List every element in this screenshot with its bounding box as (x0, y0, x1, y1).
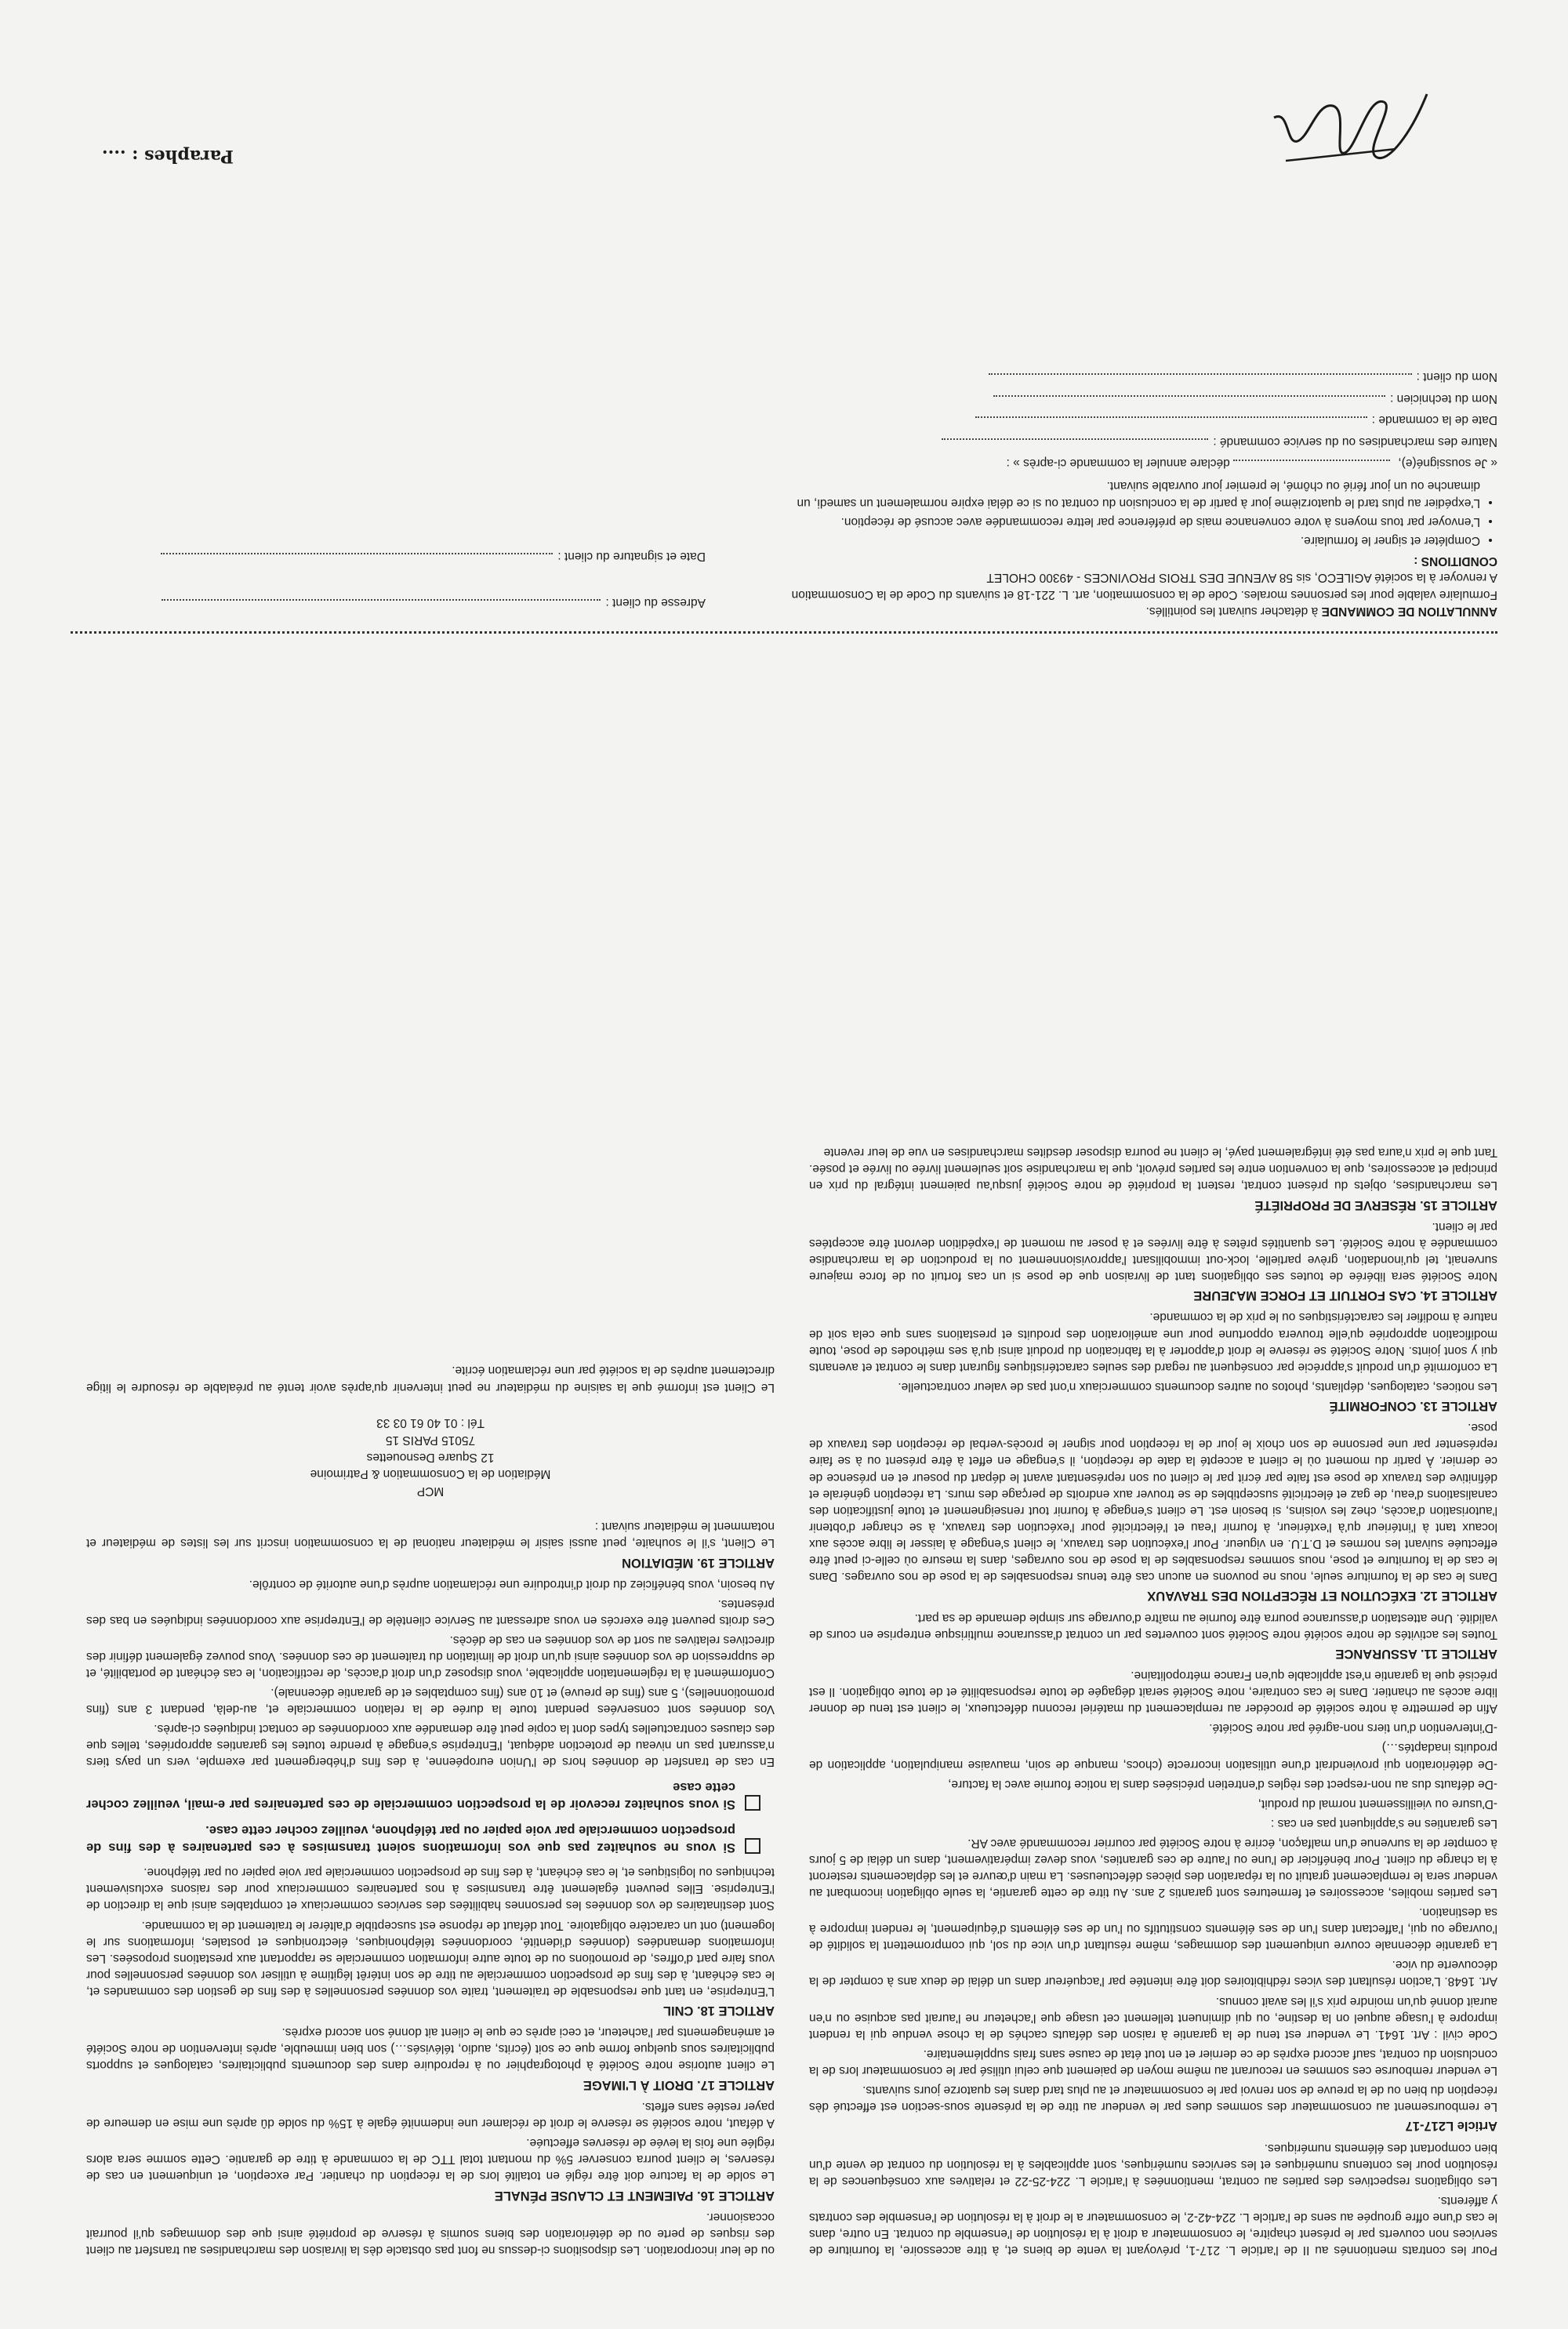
cut-line (71, 631, 1497, 634)
condition-item: • Compléter et signer le formulaire. (745, 532, 1480, 549)
article-heading: ARTICLE 14. CAS FORTUIT ET FORCE MAJEURE (1193, 1288, 1497, 1303)
paragraph: Conformément à la réglementation applicable, vous disposez d'un droit d'accès, de rectification, le cas échéant de portabilité, et de suppression de vos données ainsi qu'un droit de limitation du traitement de ces données. Vous pouvez également définir des directives relatives au sort de vos données en cas de décès. (86, 1633, 775, 1680)
consent-label: Si vous ne souhaitez pas que vos informations soient transmises à ces partenaires à des fins de prospection commerciale par voie papier ou par téléphone, veuillez cocher cette case. (86, 1822, 735, 1855)
paragraph: Afin de permettre à notre société de procéder au remplacement du matériel reconnu défectueux, le client est tenu de donner libre accès au chantier. Dans le cas contraire, notre Société serait dégagée de toute responsabilité et de toute obligation. Il est précisé que la garantie n'est applicable qu'en France métropolitaine. (809, 1669, 1497, 1716)
paragraph: La conformité d'un produit s'apprécie par conséquent au regard des seules caractéristiques figurant dans le contrat et avenants qui y sont joints. Notre Société se réserve le droit d'apporter à la fabrication du produit ainsi qu'à ses méthodes de pose, toute modification appropriée qu'elle trouvera opportune pour une amélioration des produits et prestations sans que cela soit de nature à modifier les caractéristiques ou le prix de la commande. (809, 1310, 1497, 1374)
cancellation-form (71, 71, 1497, 619)
cancel-intro: Formulaire valable pour les personnes morales. Code de la consommation, art. L. 221-18 et suivants du Code de la Consommation (791, 587, 1497, 601)
paragraph: Le remboursement au consommateur des sommes dues par le vendeur au titre de la présente sous-section est effectué dès réception du bien ou de la preuve de son renvoi par le consommateur et au plus tard dans les quatorze jours suivants. (809, 2083, 1497, 2114)
cancel-title-suffix: à détacher suivant les pointillés. (1145, 605, 1319, 618)
mediator-line: Médiation de la Consommation & Patrimoine (310, 1467, 551, 1481)
mediator-line: 12 Square Desnouettes (366, 1450, 495, 1464)
field-adresse (78, 595, 706, 610)
article-heading: ARTICLE 12. EXÉCUTION ET RÉCEPTION DES TRAVAUX (1147, 1589, 1497, 1604)
paragraph: Les parties mobiles, accessoires et fermetures sont garantis 2 ans. Au titre de cette garantie, la seule obligation incombant au vendeur sera le remplacement gratuit ou la réparation des pièces défectueuses. La main d'œuvre et les déplacements resteront à la charge du client. Pour bénéficier de l'une ou l'autre de ces garanties, vous devez impérativement, dans un délai de 5 jours à compter de la survenue d'un malfaçon, écrire à notre Société par courrier recommandé avec AR. (809, 1836, 1497, 1900)
field-technicien-blank[interactable] (993, 395, 1385, 406)
mediator-address (86, 1415, 775, 1499)
field-technicien (745, 391, 1497, 407)
field-nature (745, 433, 1497, 449)
field-nature-blank[interactable] (942, 438, 1208, 449)
paragraph: Code civil : Art. 1641. Le vendeur est tenu de la garantie à raison des défauts cachés de la chose vendue qui la rendent impropre à l'usage auquel on la destine, ou qui diminuent tellement cet usage que l'acheteur ne l'aurait pas acquise ou n'en aurait donné qu'un moindre prix s'il les avait connus. (809, 1994, 1497, 2041)
conditions-label: CONDITIONS : (1414, 554, 1497, 568)
field-adresse-label: Adresse du client : (605, 596, 706, 609)
article-heading: ARTICLE 17. DROIT À L'IMAGE (583, 2077, 775, 2092)
paragraph: ou de leur incorporation. Les dispositions ci-dessus ne font pas obstacle dès la livraison des marchandises au transfert au client des risques de perte ou de détérioration des biens soumis à réserve de propriété ainsi que des dommages qu'il pourrait occasionner. (86, 2210, 775, 2257)
name-blank[interactable] (1233, 460, 1390, 471)
paragraph: -D'intervention d'un tiers non-agréé par notre Société. (1209, 1721, 1497, 1735)
article-heading: ARTICLE 18. CNIL (662, 2004, 775, 2018)
paragraph: -D'usure ou vieillissement normal du produit, (1258, 1797, 1497, 1811)
consent-option (86, 1821, 760, 1856)
field-nature-label: Nature des marchandises ou du service commandé : (1213, 434, 1497, 449)
cancellation-instructions (745, 364, 1497, 619)
article-heading: ARTICLE 16. PAIEMENT ET CLAUSE PÉNALE (494, 2188, 775, 2203)
field-adresse-blank[interactable] (162, 599, 601, 610)
condition-item: • L'envoyer par tous moyens à votre convenance mais de préférence par lettre recommandée avec accusé de réception. (745, 514, 1480, 530)
article-heading: Article L217-17 (1405, 2119, 1497, 2134)
article-heading: ARTICLE 13. CONFORMITÉ (1329, 1399, 1497, 1414)
paragraph: -De détérioration qui proviendrait d'une utilisation incorrecte (chocs, manque de soin, mauvaise manipulation, application de produits inadaptés…) (809, 1741, 1497, 1771)
consent-checkbox[interactable] (745, 1838, 760, 1854)
declaration-prefix: « Je soussigné(e), (1398, 456, 1497, 470)
field-signature (78, 549, 706, 564)
paragraph: Les garanties ne s'appliquent pas en cas : (1270, 1816, 1497, 1830)
cancel-return-address: A renvoyer à la société AGILECO, sis 58 AVENUE DES TROIS PROVINCES - 49300 CHOLET (986, 571, 1497, 585)
field-date-commande (745, 412, 1497, 428)
cancellation-client-fields (78, 544, 706, 619)
paragraph: Le client autorise notre Société à photographier ou à reproduire dans des documents publicitaires, catalogues et supports publicitaires sous quelque forme que ce soit (écrits, audio, télévisés…) son bien immeuble, après intervention de notre Société et aménagements par l'acheteur, et ceci après ce que le client ait donné son accord exprès. (86, 2026, 775, 2073)
paragraph: Les notices, catalogues, dépliants, photos ou autres documents commerciaux n'ont pas de valeur contractuelle. (898, 1379, 1497, 1393)
field-signature-label: Date et signature du client : (557, 550, 706, 563)
mediator-line: Tél : 01 40 61 03 33 (376, 1416, 485, 1430)
paragraph: A défaut, notre société se réserve le droit de réclamer une indemnité égale à 15% du solde dû après une mise en demeure de payer restée sans effets. (86, 2100, 775, 2131)
paragraph: Sont destinataires de vos données les personnes habilitées des services commerciaux et comptables ainsi que la direction de l'Entreprise. Elles peuvent également être transmises à nos partenaires commerciaux pour des raisons exclusivement techniques ou logistiques et, le cas échéant, à des fins de prospection commerciale par voie papier ou par téléphone. (86, 1866, 775, 1913)
initials-signature (1254, 71, 1443, 180)
paragraph: La garantie décennale couvre uniquement des dommages, même résultant d'un vice du sol, qui compromettent la solidité de l'ouvrage ou qui, l'affectant dans l'un de ses éléments constitutifs ou l'un de ses éléments d'équipement, le rendent impropre à sa destination. (809, 1906, 1497, 1953)
field-date-label: Date de la commande : (1371, 413, 1497, 427)
consent-option (86, 1778, 760, 1813)
conditions-list (745, 478, 1497, 550)
field-client (745, 369, 1497, 385)
field-signature-blank[interactable] (161, 553, 553, 564)
field-client-label: Nom du client : (1416, 370, 1497, 384)
cancel-title: ANNULATION DE COMMANDE (1321, 605, 1497, 618)
consent-label: Si vous souhaitez recevoir de la prospection commerciale de ces partenaires par e-mail, veuillez cocher cette case (86, 1779, 735, 1812)
paragraph: Les marchandises, objets du présent contrat, restent la propriété de notre Société jusqu'au paiement intégral du prix en principal et accessoires, que la convention entre les parties prévoit, que la marchandise soit seulement livrée ou livrée et posée. Tant que le prix n'aura pas été intégralement payé, le client ne pourra disposer desdites marchandises en vue de leur revente (809, 1146, 1497, 1193)
paragraph: Toutes les activités de notre société notre Société sont couvertes par un contrat d'assurance multirisque entreprise en cours de validité. Une attestation d'assurance pourra être fournie au maître d'ouvrage sur simple demande de sa part. (809, 1611, 1497, 1641)
paragraph: Le Client, s'il le souhaite, peut aussi saisir le médiateur national de la consommation inscrit sur les listes de médiateur et notamment le médiateur suivant : (86, 1520, 775, 1550)
declaration-suffix: déclare annuler la commande ci-après » : (1006, 456, 1230, 470)
field-technicien-label: Nom du technicien : (1390, 391, 1497, 405)
paragraph: Dans le cas de la fourniture seule, nous ne pouvons en aucun cas être tenus responsables de la pose de nos ouvrages. Dans le cas de la fourniture et pose, nous sommes responsables de la pose de nos ouvrages, dans la mesure où celle-ci peut être effectuée suivant les normes et D.T.U. en vigueur. Pour l'exécution des travaux, le client s'engage à laisser le libre accès aux locaux tant à l'intérieur qu'à l'extérieur, à fournir l'eau et l'électricité pour l'exécution des travaux, à se charger d'obtenir l'autorisation d'accès, chez les voisins, si besoin est. Le client s'engage à fournir tout renseignement et toute justification des canalisations d'eau, de gaz et électricité susceptibles de se trouver aux endroits de perçage des murs. La réception générale et définitive des travaux de pose est faite par écrit par le client ou son représentant avant le départ du poseur et en présence de ce dernier. À partir du moment où le client a accepté la date de réception, il s'engage en effet à être présent ou à se faire représenter par une personne de son choix le jour de la réception pour signer le procès-verbal de réception des travaux de pose. (809, 1421, 1497, 1584)
paragraph: Pour les contrats mentionnés au II de l'article L. 217-1, prévoyant la vente de biens et, à titre accessoire, la fourniture de services non couverts par le présent chapitre, le consommateur a droit à la résolution de l'ensemble du contrat. En outre, dans le cas d'une offre groupée au sens de l'article L. 224-42-2, le consommateur a le droit à la résolution de l'ensemble des contrats y afférents. (809, 2193, 1497, 2257)
paraphes-label: Paraphes : .... (102, 146, 234, 166)
paragraph: Ces droits peuvent être exercés en vous adressant au Service clientèle de l'Entreprise aux coordonnées indiquées en bas des présentes. (86, 1597, 775, 1627)
article-heading: ARTICLE 19. MÉDIATION (622, 1555, 775, 1570)
terms-column-right (86, 682, 775, 2258)
declaration-line (745, 455, 1497, 471)
paragraph: L'Entreprise, en tant que responsable de traitement, traite vos données personnelles à des fins de gestion des commandes et, le cas échéant, à des fins de prospection commerciale au titre de son intérêt légitime à utiliser vos données personnelles pour vous faire part d'offres, de promotions ou de toute autre information commerciale se rapportant aux prestations proposées. Les informations demandées (données d'identité, coordonnées téléphoniques, électroniques et postales, informations sur le logement) ont un caractère obligatoire. Tout défaut de réponse est susceptible d'altérer le traitement de la commande. (86, 1918, 775, 1998)
paragraph: Le vendeur rembourse ces sommes en recourant au même moyen de paiement que celui utilisé par le consommateur lors de la conclusion du contrat, sauf accord exprès de ce dernier et en tout état de cause sans frais supplémentaire. (809, 2047, 1497, 2077)
field-client-blank[interactable] (989, 374, 1412, 385)
condition-item: • L'expédier au plus tard le quatorzième jour à partir de la conclusion du contrat ou si ce délai expire normalement un samedi, un dimanche ou un jour férié ou chômé, le premier jour ouvrable suivant. (745, 478, 1480, 511)
paragraph: Le solde de la facture doit être réglé en totalité lors de la réception du chantier. Par exception, et uniquement en cas de réserves, le client pourra conserver 5% du montant total TTC de la commande à titre de garantie. Cette somme sera alors réglée une fois la levée de réserves effectuée. (86, 2136, 775, 2183)
mediator-line: MCP (416, 1484, 445, 1498)
field-date-blank[interactable] (975, 416, 1367, 427)
paragraph: Notre Société sera libérée de toutes ses obligations tant de livraison que de pose si un cas fortuit ou de force majeure survenait, tel qu'inondation, grève partielle, lock-out immobilisant l'approvisionnement ou la production de la marchandise commandée à notre Société. Les quantités prêtes à être livrées et à poser au moment de l'expédition devront être acceptées par le client. (809, 1219, 1497, 1283)
paragraph: Art. 1648. L'action résultant des vices rédhibitoires doit être intentée par l'acquéreur dans un délai de deux ans à compter de la découverte du vice. (809, 1958, 1497, 1989)
terms-column-left (809, 682, 1497, 2258)
article-heading: ARTICLE 11. ASSURANCE (1335, 1647, 1497, 1662)
paragraph: -De défauts dus au non-respect des règles d'entretien précisées dans la notice fournie avec la facture, (948, 1777, 1497, 1791)
terms-columns (86, 682, 1497, 2258)
mediator-line: 75015 PARIS 15 (385, 1433, 476, 1447)
paragraph: En cas de transfert de données hors de l'Union européenne, à des fins d'hébergement par exemple, vers un pays tiers n'assurant pas un niveau de protection adéquat, l'Entreprise s'engage à prendre toutes les garanties appropriées, telles que des clauses contractuelles types dont la copie peut être demandée aux coordonnées de contact indiquées ci-après. (86, 1722, 775, 1769)
consent-checkbox[interactable] (745, 1795, 760, 1811)
paragraph: Au besoin, vous bénéficiez du droit d'introduire une réclamation auprès d'une autorité de contrôle. (249, 1577, 775, 1591)
paragraph: Vos données sont conservées pendant toute la durée de la relation commerciale et, au-delà, pendant 3 ans (fins promotionnelles), 5 ans (fins de preuve) et 10 ans (fins comptables et de garantie décennale). (86, 1686, 775, 1717)
article-heading: ARTICLE 15. RÉSERVE DE PROPRIÉTÉ (1254, 1197, 1497, 1212)
paragraph: Le Client est informé que la saisine du médiateur ne peut intervenir qu'après avoir tenté au préalable de résoudre le litige directement auprès de la société par une réclamation écrite. (86, 1364, 775, 1394)
paragraph: Les obligations respectives des parties au contrat, mentionnées à l'article L. 224-25-22 et relatives aux conséquences de la résolution pour les contenus numériques et les services numériques, sont applicables à la résolution du contrat de vente d'un bien comportant des éléments numériques. (809, 2141, 1497, 2188)
